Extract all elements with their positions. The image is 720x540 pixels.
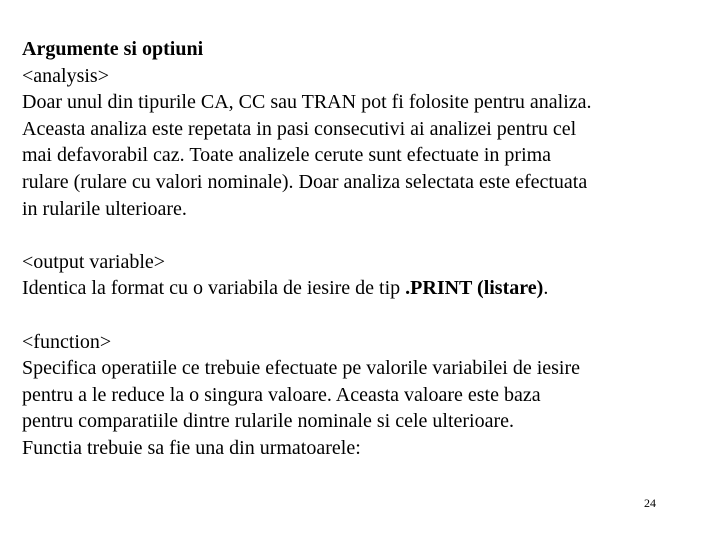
function-line: Specifica operatiile ce trebuie efectuate pe valorile variabilei de iesire <box>22 357 581 380</box>
slide-content <box>22 36 712 462</box>
output-variable-text: Identica la format cu o variabila de iesire de tip <box>22 277 406 300</box>
analysis-line: Aceasta analiza este repetata in pasi consecutivi ai analizei pentru cel <box>22 117 577 140</box>
analysis-tag: <analysis> <box>22 64 109 87</box>
function-line: Functia trebuie sa fie una din urmatoarele: <box>22 436 361 459</box>
analysis-line: Doar unul din tipurile CA, CC sau TRAN pot fi folosite pentru analiza. <box>22 91 592 114</box>
analysis-line: in rularile ulterioare. <box>22 197 187 220</box>
analysis-line: rulare (rulare cu valori nominale). Doar analiza selectata este efectuata <box>22 170 588 193</box>
function-line: pentru a le reduce la o singura valoare. Aceasta valoare este baza <box>22 383 541 406</box>
paragraph-gap <box>22 302 712 329</box>
function-tag: <function> <box>22 330 112 353</box>
analysis-line: mai defavorabil caz. Toate analizele cerute sunt efectuate in prima <box>22 144 552 167</box>
function-line: pentru comparatiile dintre rularile nominale si cele ulterioare. <box>22 410 515 433</box>
print-listing-keyword: .PRINT (listare) <box>405 277 544 300</box>
output-variable-description <box>22 275 712 302</box>
output-variable-tag: <output variable> <box>22 250 166 273</box>
page-number: 24 <box>644 496 656 510</box>
paragraph-gap <box>22 222 712 249</box>
section-heading: Argumente si optiuni <box>22 38 204 60</box>
output-variable-period: . <box>543 277 549 300</box>
